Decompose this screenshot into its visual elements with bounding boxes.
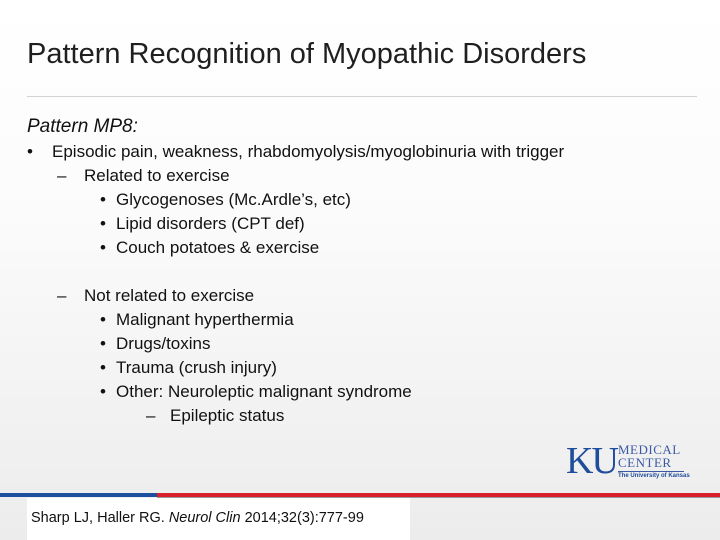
bullet-marker: • xyxy=(100,334,106,353)
list-item: Malignant hyperthermia xyxy=(116,310,294,329)
sub-list-item: Epileptic status xyxy=(170,406,285,425)
list-item: Trauma (crush injury) xyxy=(116,358,277,377)
bullet-marker: • xyxy=(100,382,106,401)
bullet-marker: • xyxy=(100,190,106,209)
list-item: Lipid disorders (CPT def) xyxy=(116,214,305,233)
group-label-non-exercise: Not related to exercise xyxy=(84,286,255,305)
logo-center: CENTER xyxy=(618,455,672,470)
citation-journal: Neurol Clin xyxy=(168,510,241,526)
bullet-marker: • xyxy=(100,238,106,257)
bullet-marker: • xyxy=(100,214,106,233)
slide-title: Pattern Recognition of Myopathic Disorders xyxy=(27,38,587,70)
group-label-exercise: Related to exercise xyxy=(84,166,230,185)
bullet-marker: • xyxy=(100,358,106,377)
citation xyxy=(31,510,364,526)
citation-details: 2014;32(3):777-99 xyxy=(240,510,364,526)
list-item: Glycogenoses (Mc.Ardle’s, etc) xyxy=(116,190,351,209)
logo-ku-letters: KU xyxy=(566,440,617,482)
logo-university: The University of Kansas xyxy=(618,473,690,479)
list-item: Drugs/toxins xyxy=(116,334,211,353)
citation-authors: Sharp LJ, Haller RG. xyxy=(31,510,169,526)
list-item: Other: Neuroleptic malignant syndrome xyxy=(116,382,412,401)
dash-marker: – xyxy=(57,166,67,185)
ku-medical-center-logo xyxy=(566,441,688,485)
dash-marker: – xyxy=(146,406,156,425)
logo-medical: MEDICAL xyxy=(618,442,681,457)
bullet-marker: • xyxy=(100,310,106,329)
list-item: Couch potatoes & exercise xyxy=(116,238,320,257)
logo-rule xyxy=(618,471,684,472)
dash-marker: – xyxy=(57,286,67,305)
bullet-marker: • xyxy=(27,142,33,161)
main-bullet-text: Episodic pain, weakness, rhabdomyolysis/myoglobinuria with trigger xyxy=(52,142,565,161)
footer-blue-bar xyxy=(0,493,157,497)
title-divider xyxy=(27,96,697,97)
pattern-subheading: Pattern MP8: xyxy=(27,116,138,137)
